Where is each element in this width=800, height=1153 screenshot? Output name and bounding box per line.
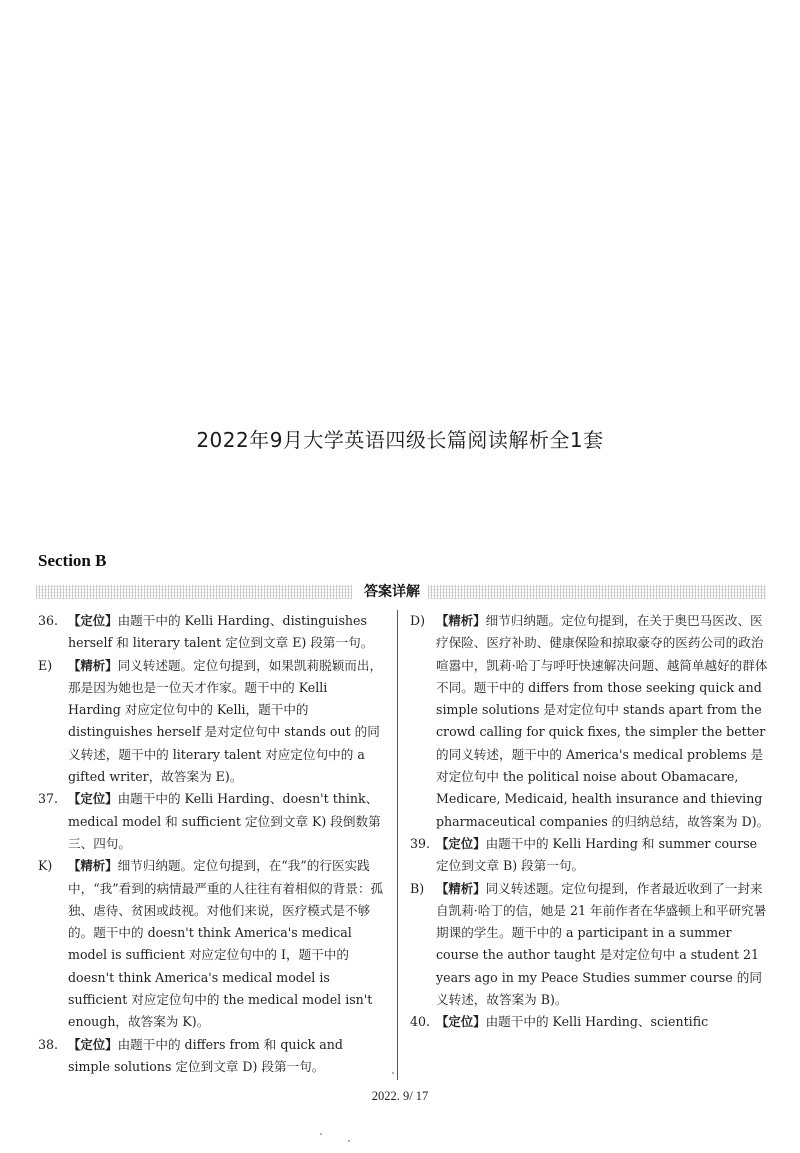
page-title: 2022年9月大学英语四级长篇阅读解析全1套 bbox=[196, 428, 604, 452]
entry-marker: 37. bbox=[38, 791, 59, 807]
entry-marker: B) bbox=[410, 880, 425, 896]
entry-text: 同义转述题。定位句提到，作者最近收到了一封来自凯莉·哈丁的信，她是 21 年前作者在华盛顿上和平研究暑期课的学生。题干中的 a participant in a summer course the author taught 是对定位句中 a student 21 years ago in my Peace Studies summer course 的同义转述，故答案为 B)。 bbox=[436, 880, 767, 1008]
entry-text: 由题干中的 Kelli Harding、distinguishes herself 和 literary talent 定位到文章 E) 段第一句。 bbox=[68, 613, 374, 651]
banner-stripe-left bbox=[36, 585, 352, 599]
entry-marker: E) bbox=[38, 657, 53, 673]
column-divider bbox=[397, 610, 398, 1080]
banner-stripe-right bbox=[428, 585, 766, 599]
answer-entry bbox=[410, 878, 772, 1012]
entry-marker: 40. bbox=[410, 1014, 431, 1030]
entry-tag: 【精析】 bbox=[68, 657, 118, 673]
answer-entry bbox=[38, 655, 384, 789]
left-column bbox=[38, 610, 384, 1078]
entry-tag: 【定位】 bbox=[436, 1014, 486, 1030]
entry-text: 同义转述题。定位句提到，如果凯莉脱颖而出，那是因为她也是一位天才作家。题干中的 Kelli Harding 对应定位句中的 Kelli，题干中的 distinguishes herself 是对定位句中 stands out 的同义转述，题干中的 literary talent 对应定位句中的 a gifted writer，故答案为 E)。 bbox=[68, 657, 383, 785]
entry-marker: 38. bbox=[38, 1036, 59, 1052]
answer-entry bbox=[38, 610, 384, 655]
entry-text: 由题干中的 Kelli Harding、scientific bbox=[485, 1014, 709, 1030]
entry-marker: 36. bbox=[38, 613, 59, 628]
banner-label: 答案详解 bbox=[364, 584, 420, 600]
entry-tag: 【精析】 bbox=[436, 880, 486, 896]
entry-text: 细节归纳题。定位句提到，在关于奥巴马医改、医疗保险、医疗补助、健康保险和掠取豪夺的医药公司的政治喧嚣中，凯莉·哈丁与呼吁快速解决问题、越简单越好的群体不同。题干中的 differs from those seeking quick and simple solutions 是对定位句中 stands apart from the crowd calling for quick fixes, the simpler the better 的同义转述，题干中的 America's medical problems 是对定位句中 the political noise about Obamacare, Medicare, Medicaid, health insurance and thieving pharmaceutical companies 的归纳总结，故答案为 D)。 bbox=[436, 613, 770, 829]
answer-entry bbox=[38, 1034, 384, 1079]
entry-tag: 【定位】 bbox=[436, 835, 486, 851]
answer-entry bbox=[410, 833, 772, 878]
scan-speck bbox=[320, 1133, 322, 1135]
page-footer: 2022. 9/ 17 bbox=[371, 1089, 429, 1103]
section-heading: Section B bbox=[38, 551, 107, 570]
scan-speck bbox=[392, 1072, 394, 1074]
entry-tag: 【定位】 bbox=[68, 613, 118, 628]
entry-tag: 【定位】 bbox=[68, 1036, 118, 1052]
entry-tag: 【精析】 bbox=[68, 858, 118, 874]
entry-marker: D) bbox=[410, 613, 426, 628]
scan-speck bbox=[348, 1140, 350, 1142]
entry-text: 由题干中的 differs from 和 quick and simple solutions 定位到文章 D) 段第一句。 bbox=[68, 1036, 343, 1074]
entry-text: 由题干中的 Kelli Harding 和 summer course 定位到文章 B) 段第一句。 bbox=[436, 835, 758, 874]
answer-entry bbox=[38, 855, 384, 1033]
answer-banner bbox=[36, 582, 766, 604]
entry-tag: 【精析】 bbox=[436, 613, 486, 628]
answer-entry bbox=[410, 610, 772, 833]
answer-entry bbox=[410, 1011, 772, 1033]
entry-text: 细节归纳题。定位句提到，在“我”的行医实践中，“我”看到的病情最严重的人往往有着相似的背景：孤独、虐待、贫困或歧视。对他们来说，医疗模式是不够的。题干中的 doesn't think America's medical model is sufficient 对应定位句中的 I，题干中的 doesn't think America's medical model is sufficient 对应定位句中的 the medical model isn't enough，故答案为 K)。 bbox=[68, 858, 384, 1030]
right-column bbox=[410, 610, 772, 1034]
answer-entry bbox=[38, 788, 384, 855]
entry-marker: K) bbox=[38, 858, 53, 874]
entry-tag: 【定位】 bbox=[68, 791, 118, 807]
entry-marker: 39. bbox=[410, 835, 431, 851]
entry-text: 由题干中的 Kelli Harding、doesn't think、medical model 和 sufficient 定位到文章 K) 段倒数第三、四句。 bbox=[68, 791, 381, 851]
